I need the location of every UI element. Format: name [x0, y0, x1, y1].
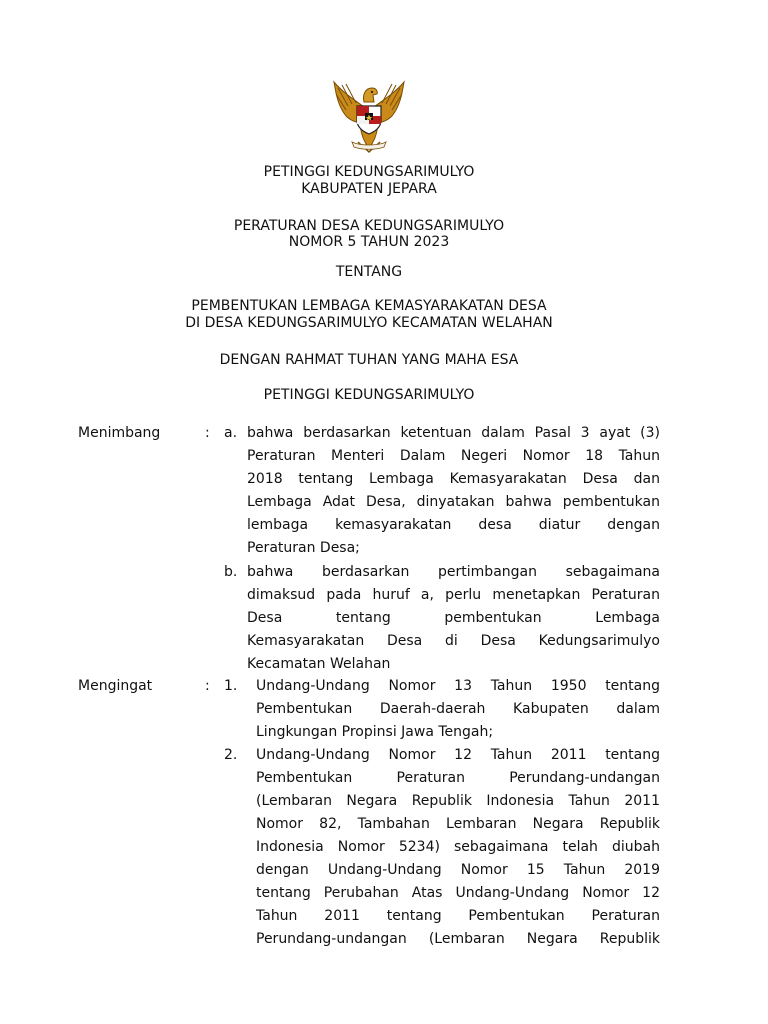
text-line: Kemasyarakatan Desa di Desa Kedungsarimulyo	[247, 633, 660, 649]
menimbang-label: Menimbang	[78, 425, 161, 441]
text-line: bahwa berdasarkan ketentuan dalam Pasal 3 ayat (3)	[247, 425, 660, 441]
text-line: Kecamatan Welahan	[247, 656, 391, 672]
text-line: Lembaga Adat Desa, dinyatakan bahwa pembentukan	[247, 494, 660, 510]
text-line: Indonesia Nomor 5234) sebagaimana telah diubah	[256, 839, 660, 855]
about-heading: TENTANG	[335, 264, 403, 280]
menimbang-a-text	[247, 422, 660, 560]
preamble-blessing: DENGAN RAHMAT TUHAN YANG MAHA ESA	[219, 352, 519, 368]
text-line: Peraturan Desa;	[247, 540, 360, 556]
text-line: dimaksud pada huruf a, perlu menetapkan Peraturan	[247, 587, 660, 603]
preamble-issuer: PETINGGI KEDUNGSARIMULYO	[263, 387, 475, 403]
regency-title: KABUPATEN JEPARA	[301, 181, 437, 197]
subject-line-2: DI DESA KEDUNGSARIMULYO KECAMATAN WELAHAN	[185, 315, 553, 331]
text-line: (Lembaran Negara Republik Indonesia Tahun 2011	[256, 793, 660, 809]
text-line: Undang-Undang Nomor 13 Tahun 1950 tentang	[256, 678, 660, 694]
menimbang-b-text	[247, 561, 660, 676]
text-line: Perundang-undangan (Lembaran Negara Republik	[256, 931, 660, 947]
garuda-emblem-icon	[324, 76, 414, 158]
text-line: bahwa berdasarkan pertimbangan sebagaimana	[247, 564, 660, 580]
mengingat-1-marker: 1.	[224, 678, 238, 694]
text-line: Undang-Undang Nomor 12 Tahun 2011 tentang	[256, 747, 660, 763]
subject-line-1: PEMBENTUKAN LEMBAGA KEMASYARAKATAN DESA	[191, 298, 547, 314]
text-line: Tahun 2011 tentang Pembentukan Peraturan	[256, 908, 660, 924]
text-line: tentang Perubahan Atas Undang-Undang Nomor 12	[256, 885, 660, 901]
text-line: dengan Undang-Undang Nomor 15 Tahun 2019	[256, 862, 660, 878]
text-line: 2018 tentang Lembaga Kemasyarakatan Desa dan	[247, 471, 660, 487]
mengingat-2-text	[256, 744, 660, 951]
issuer-title: PETINGGI KEDUNGSARIMULYO	[263, 164, 475, 180]
menimbang-a-marker: a.	[224, 425, 238, 441]
mengingat-2-marker: 2.	[224, 747, 238, 763]
text-line: Peraturan Menteri Dalam Negeri Nomor 18 Tahun	[247, 448, 660, 464]
text-line: Pembentukan Peraturan Perundang-undangan	[256, 770, 660, 786]
mengingat-1-text	[256, 675, 660, 744]
text-line: lembaga kemasyarakatan desa diatur dengan	[247, 517, 660, 533]
regulation-title: PERATURAN DESA KEDUNGSARIMULYO	[233, 218, 505, 234]
mengingat-colon: :	[205, 678, 210, 694]
menimbang-colon: :	[205, 425, 210, 441]
text-line: Nomor 82, Tambahan Lembaran Negara Republik	[256, 816, 660, 832]
text-line: Pembentukan Daerah-daerah Kabupaten dalam	[256, 701, 660, 717]
mengingat-label: Mengingat	[78, 678, 153, 694]
text-line: Desa tentang pembentukan Lembaga	[247, 610, 660, 626]
text-line: Lingkungan Propinsi Jawa Tengah;	[256, 724, 494, 740]
regulation-number: NOMOR 5 TAHUN 2023	[288, 234, 450, 250]
menimbang-b-marker: b.	[224, 564, 238, 580]
